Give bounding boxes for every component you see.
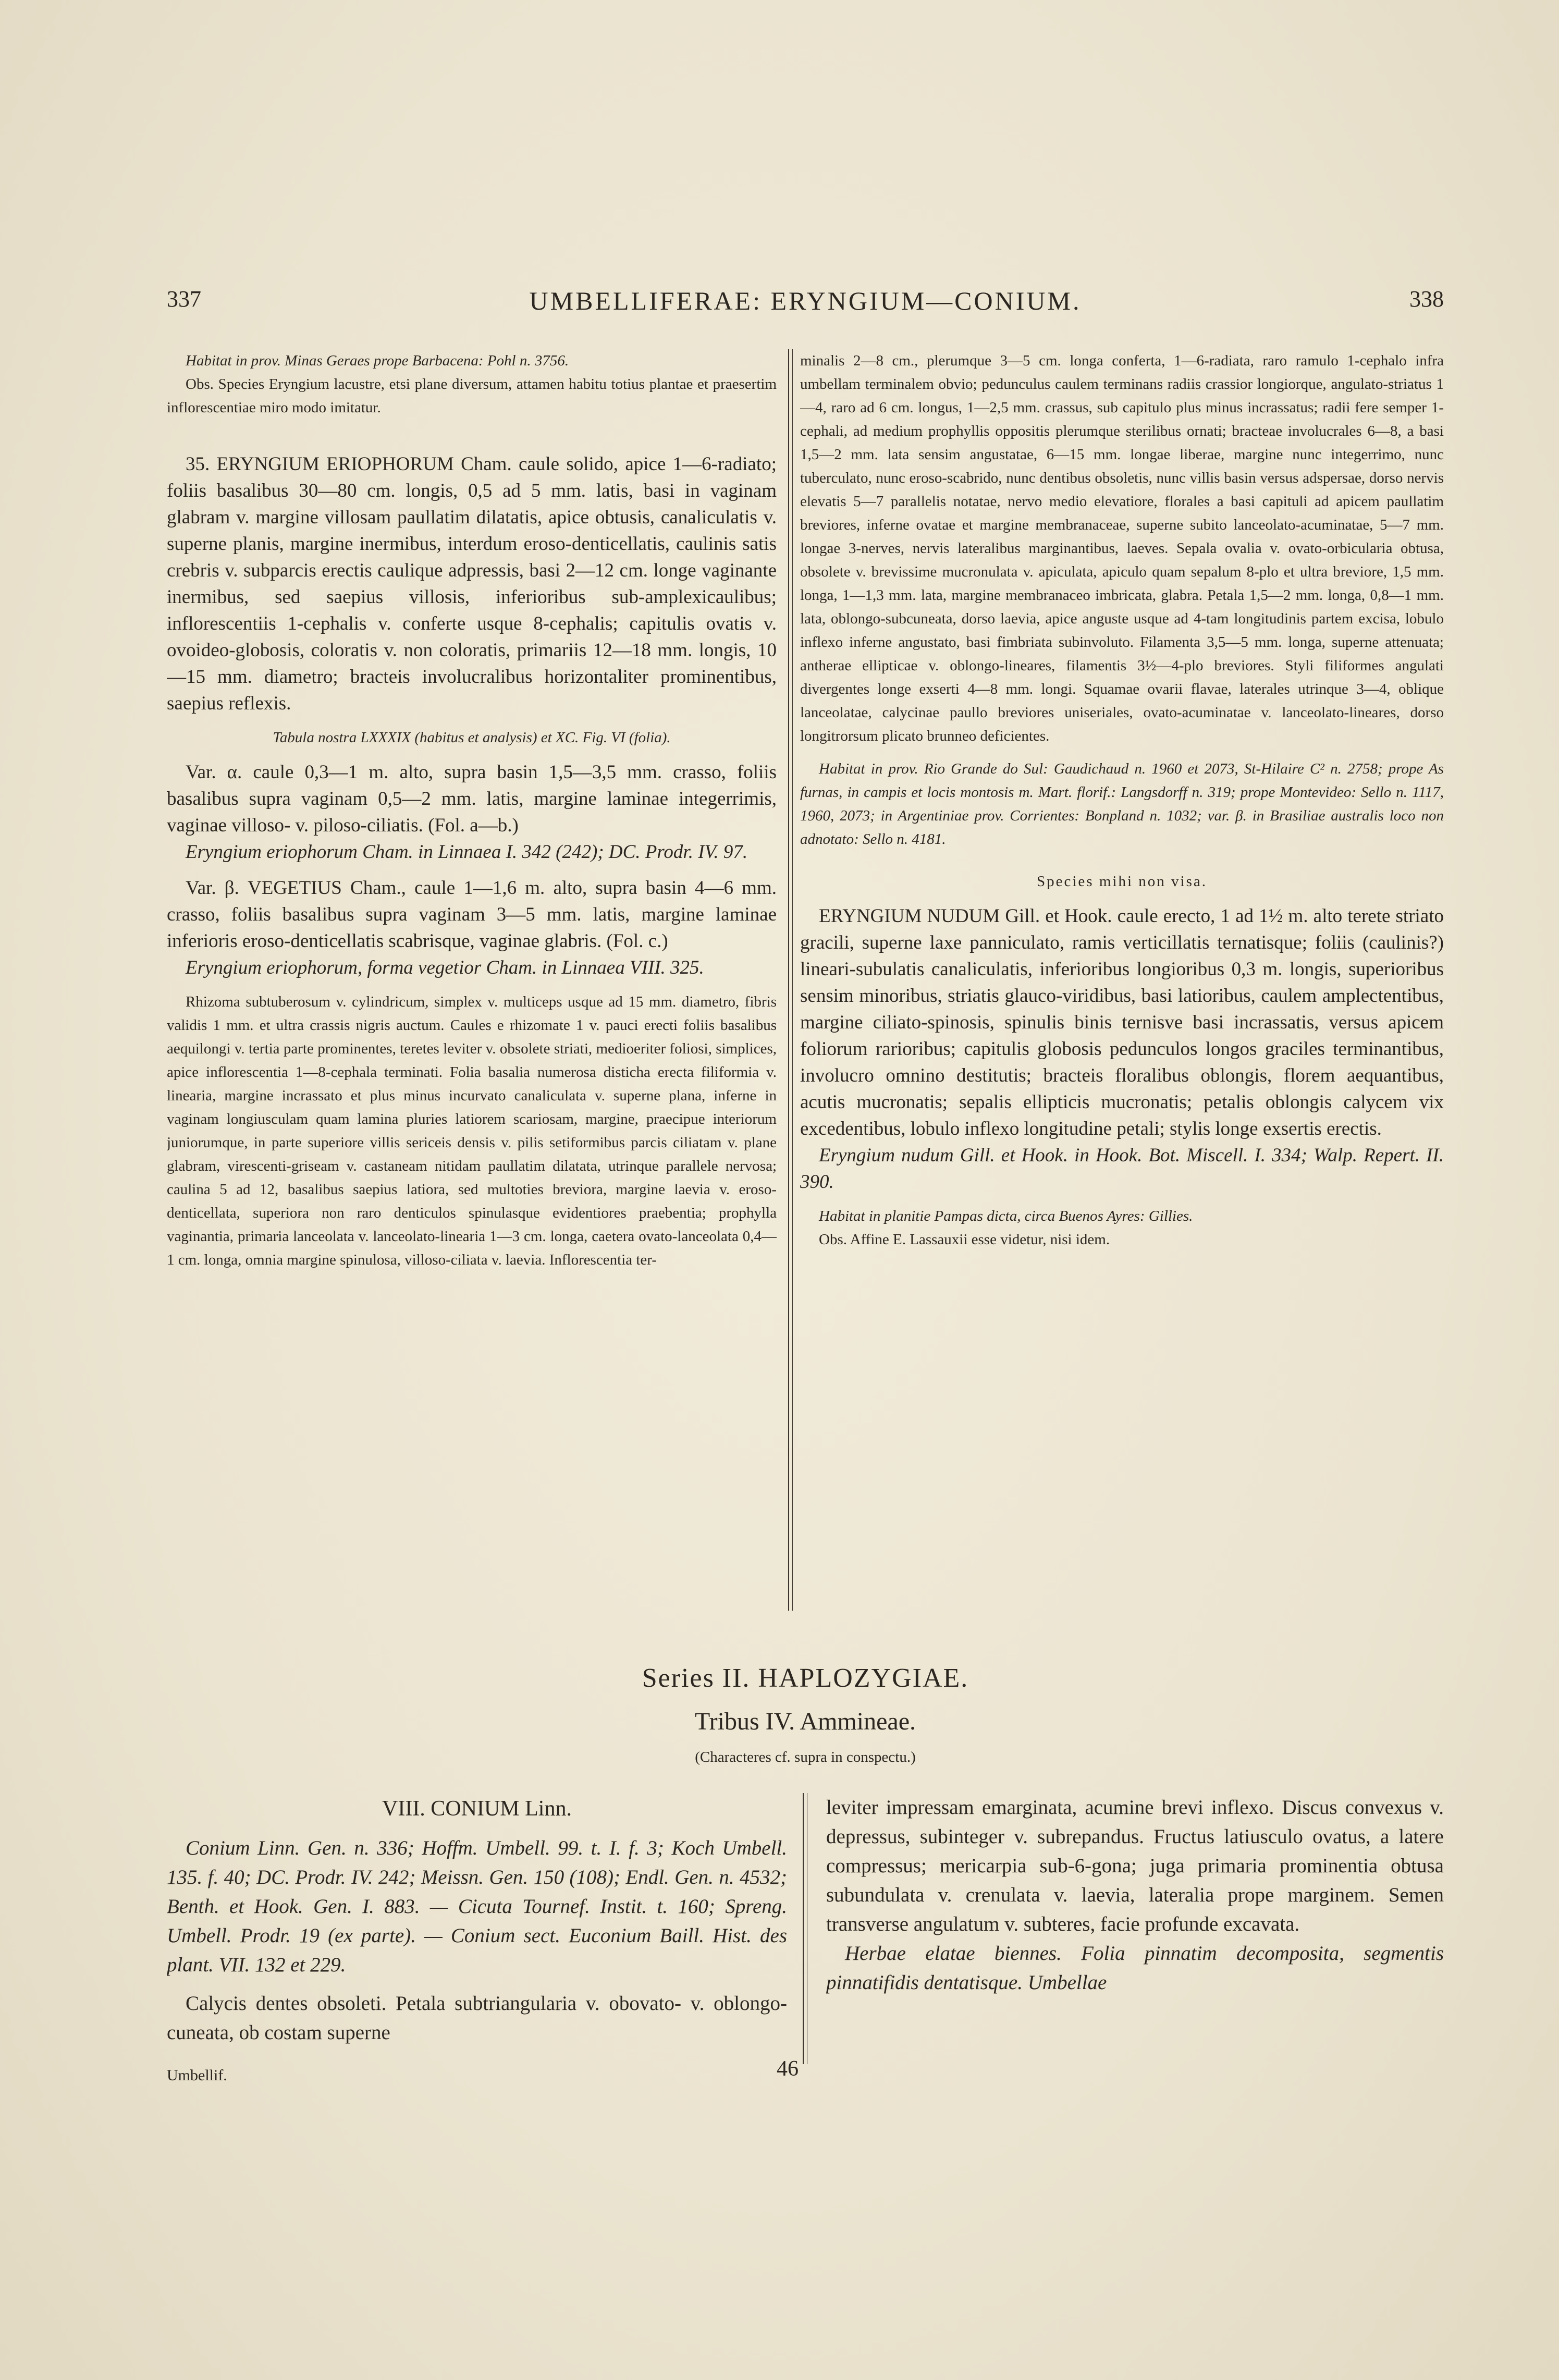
calyx-description: Calycis dentes obsoleti. Petala subtriangularia v. obovato- v. oblongo-cuneata, ob costam superne <box>167 1992 787 2044</box>
series-heading: Series II. HAPLOZYGIAE. <box>642 1663 969 1693</box>
species-35-description: 35. ERYNGIUM ERIOPHORUM Cham. caule solido, apice 1—6-radiato; foliis basalibus 30—80 cm. longis, 0,5 ad 5 mm. latis, basi in vaginam glabram v. margine villosam paullatim dilatatis, apice obtusis, canaliculatis v. superne planis, margine inermibus, interdum eroso-denticellatis, caulinis satis crebris v. subparcis erectis caulique adpressis, basi 2—12 cm. longe vaginante inermibus, sed saepius villosis, inferioribus sub-amplexicaulibus; inflorescentiis 1-cephalis v. conferte usque 8-cephalis; capitulis ovatis v. ovoideo-globosis, coloratis v. non coloratis, primariis 12—18 mm. longis, 10—15 mm. diametro; bracteis involucralibus horizontaliter prominentibus, saepius reflexis. <box>167 453 777 714</box>
habitat-pampas: Habitat in planitie Pampas dicta, circa Buenos Ayres: Gillies. <box>819 1208 1193 1224</box>
eryngium-nudum-description: ERYNGIUM NUDUM Gill. et Hook. caule erecto, 1 ad 1½ m. alto terete striato gracili, superne laxe panniculato, ramis verticillatis ternatisque; foliis (caulinis?) lineari-subulatis canaliculatis, inferioribus longioribus 0,3 m. longis, superioribus sensim minoribus, striatis glauco-viridibus, basi latioribus, caulem amplectentibus, margine ciliato-spinosis, spinulis binis ternisve basi incrassatis, versus apicem foliorum rarioribus; capitulis globosis pedunculos longos graciles terminantibus, involucro omnino destitutis; bracteis floralibus oblongis, florem aequantibus, acutis mucronatis; sepalis ellipticis mucronatis; petalis oblongis calycem vix excedentibus, lobulo inflexo longitudine petali; stylis longe exsertis erectis. <box>800 905 1444 1139</box>
characteres-note: (Characteres cf. supra in conspectu.) <box>695 1749 916 1765</box>
page-number-right: 338 <box>1409 286 1444 312</box>
right-column <box>800 349 1444 1626</box>
observation-affine: Obs. Affine E. Lassauxii esse videtur, nisi idem. <box>819 1231 1110 1248</box>
column-divider <box>788 349 789 1611</box>
habitat-localities: Habitat in prov. Rio Grande do Sul: Gaudichaud n. 1960 et 2073, St-Hilaire C² n. 2758; prope As furnas, in campis et locis montosis m. Mart. florif.: Langsdorff n. 319; prope Montevideo: Sello n. 1117, 1960, 2073; in Argentiniae prov. Corrientes: Bonpland n. 1032; var. β. in Brasiliae australis loco non adnotato: Sello n. 4181. <box>800 760 1444 848</box>
description-continuation: minalis 2—8 cm., plerumque 3—5 cm. longa conferta, 1—6-radiata, raro ramulo 1-cephalo infra umbellam terminalem obvio; pedunculus caulem terminans radiis crassior longiorque, angulato-striatus 1—4, raro ad 6 cm. longus, 1—2,5 mm. crassus, sub capitulo plus minus incrassatus; radii fere semper 1-cephali, ad medium prophyllis oppositis plerumque sterilibus ornati; bracteae involucrales 6—8, a basi 1,5—2 mm. lata sensim angustatae, 6—15 mm. longae liberae, margine nunc integerrimo, nunc tuberculato, nunc eroso-scabrido, nunc dentibus obsoletis, nunc villis basin versus adspersae, dorso nervis elevatis 5—7 parallelis notatae, nervo medio elevatiore, florales a basi capituli ad apicem paullatim breviores, inferne ovatae et margine membranaceae, superne subito lanceolato-acuminatae, 5—7 mm. longae 3-nerves, nervis lateralibus marginantibus, laeves. Sepala ovalia v. ovato-orbicularia obtusa, obsolete v. brevissime mucronulata v. apiculata, apiculo quam sepalum 8-plo et ultra breviore, 1,5 mm. longa, 1—1,3 mm. lata, margine membranaceo imbricata, glabra. Petala 1,5—2 mm. longa, 0,8—1 mm. lata, oblongo-subcuneata, dorso laevia, apice anguste usque ad 4-tam longitudinis partem excisa, lobulo inflexo inferne angustato, basi fimbriata subinvoluto. Filamenta 3,5—5 mm. longa, superne attenuata; antherae ellipticae v. oblongo-lineares, filamentis 3½—4-plo breviores. Styli filiformes angulati divergentes longe exserti 4—8 mm. longi. Squamae ovarii flavae, laterales utrinque 3—4, oblique lanceolatae, calycinae paullo breviores uniseriales, ovato-acuminatae v. lanceolato-lineares, dorso longitrorsum plicato brunneo deficientes. <box>800 352 1444 744</box>
page-title: UMBELLIFERAE: ERYNGIUM—CONIUM. <box>529 286 1082 315</box>
habitat-note: Habitat in prov. Minas Geraes prope Barbacena: Pohl n. 3756. <box>186 352 569 369</box>
conium-left-column <box>167 1793 787 2075</box>
genus-character-continuation: leviter impressam emarginata, acumine brevi inflexo. Discus convexus v. depressus, subinteger v. subrepandus. Fructus latiusculo ovatus, a latere compressus; mericarpia sub-6-gona; juga primaria prominentia obtusa subundulata v. crenulata v. laevia, lateralia prope marginem. Semen transverse angulatum v. subteres, facie profunde excavata. <box>826 1796 1444 1935</box>
genus-heading: VIII. CONIUM Linn. <box>382 1797 572 1821</box>
column-divider-inner <box>792 349 793 1611</box>
variety-alpha-reference: Eryngium eriophorum Cham. in Linnaea I. 342 (242); DC. Prodr. IV. 97. <box>186 841 748 863</box>
signature-mark: Umbellif. <box>167 2067 227 2084</box>
left-column <box>167 349 777 1626</box>
variety-beta: Var. β. VEGETIUS Cham., caule 1—1,6 m. alto, supra basin 4—6 mm. crasso, foliis basalibus supra vaginam 3—5 mm. latis, margine laminae inferioris eroso-denticellatis scabrisque, vaginae glabris. (Fol. c.) <box>167 877 777 952</box>
conium-right-column <box>826 1793 1444 2064</box>
morphology-description: Rhizoma subtuberosum v. cylindricum, simplex v. multiceps usque ad 15 mm. diametro, fibris validis 1 mm. et ultra crassis nigris auctum. Caules e rhizomate 1 v. pauci erecti foliis basalibus aequilongi v. tertia parte prominentes, teretes leviter v. obsolete striati, medioeriter foliosi, simplices, apice inflorescentia 1—8-cephala terminati. Folia basalia numerosa disticha erecta filiformia v. linearia, margine incrassato et plus minus incurvato canaliculata v. superne plana, inferne in vaginam longiusculam quam lamina pluries latiorem scariosam, margine, praecipue interiorum juniorumque, in parte superiore villis sericeis densis v. pilis setiformibus parcis ciliatam v. plane glabram, virescenti-griseam v. castaneam nitidam paullatim dilatata, utrinque parallele nervosa; caulina 5 ad 12, basalibus saepius latiora, sed multoties breviora, margine laevia v. eroso-denticellata, superiora non raro denticulos spinulasque evidentiores praebentia; prophylla vaginantia, primaria lanceolata v. lanceolato-linearia 1—3 cm. longa, caetera ovato-lanceolata 0,4—1 cm. longa, omnia margine spinulosa, villoso-ciliata v. laevia. Inflorescentia ter- <box>167 993 777 1268</box>
page-number-left: 337 <box>167 286 201 312</box>
column-divider-lower <box>803 1793 804 2064</box>
variety-beta-reference: Eryngium eriophorum, forma vegetior Cham. in Linnaea VIII. 325. <box>186 957 704 978</box>
species-not-seen-heading: Species mihi non visa. <box>1037 873 1207 890</box>
running-header <box>167 286 1444 317</box>
habit-description: Herbae elatae biennes. Folia pinnatim decomposita, segmentis pinnatifidis dentatisque. Umbellae <box>826 1942 1444 1994</box>
observation-note: Obs. Species Eryngium lacustre, etsi plane diversum, attamen habitu totius plantae et praesertim inflorescentiae miro modo imitatur. <box>167 376 777 416</box>
plate-reference: Tabula nostra LXXXIX (habitus et analysis) et XC. Fig. VI (folia). <box>273 729 671 746</box>
tribus-heading: Tribus IV. Ammineae. <box>694 1708 916 1735</box>
sheet-number: 46 <box>777 2057 799 2081</box>
variety-alpha: Var. α. caule 0,3—1 m. alto, supra basin 1,5—3,5 mm. crasso, foliis basalibus supra vaginam 0,5—2 mm. latis, margine laminae integerrimis, vaginae villoso- v. piloso-ciliatis. (Fol. a—b.) <box>167 762 777 836</box>
genus-synonyms: Conium Linn. Gen. n. 336; Hoffm. Umbell. 99. t. I. f. 3; Koch Umbell. 135. f. 40; DC. Prodr. IV. 242; Meissn. Gen. 150 (108); Endl. Gen. n. 4532; Benth. et Hook. Gen. I. 883. — Cicuta Tournef. Instit. t. 160; Spreng. Umbell. Prodr. 19 (ex parte). — Conium sect. Euconium Baill. Hist. des plant. VII. 132 et 229. <box>167 1837 787 1976</box>
eryngium-nudum-reference: Eryngium nudum Gill. et Hook. in Hook. Bot. Miscell. I. 334; Walp. Repert. II. 390. <box>800 1145 1444 1193</box>
